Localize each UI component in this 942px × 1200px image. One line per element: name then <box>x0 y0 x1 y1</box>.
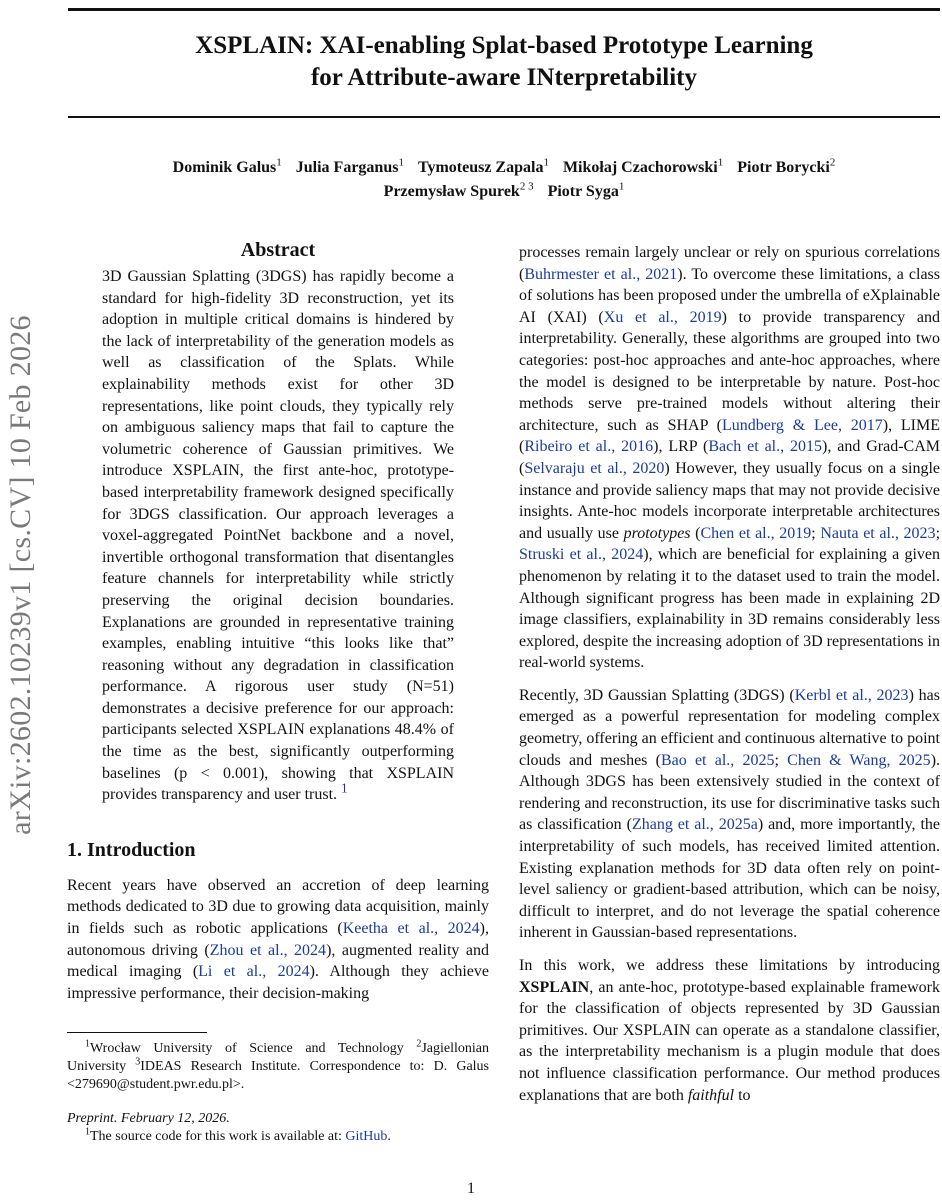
page-number: 1 <box>467 1180 475 1197</box>
citation-link[interactable]: Zhang et al., 2025a <box>631 816 758 834</box>
citation-link[interactable]: Lundberg & Lee, 2017 <box>722 416 883 434</box>
citation-link[interactable]: Bach et al., 2015 <box>708 438 823 456</box>
author: Mikołaj Czachorowski$^1$ <box>562 156 724 176</box>
citation-link[interactable]: Buhrmester et al., 2021 <box>524 265 678 283</box>
citation-link[interactable]: Keetha et al., 2024 <box>342 920 480 938</box>
preprint-note: Preprint. February 12, 2026. <box>67 1111 230 1126</box>
citation-link[interactable]: Ribeiro et al., 2016 <box>524 438 654 456</box>
title-line-2: for Attribute-aware INterpretability <box>310 64 698 91</box>
abstract-footnote-mark: 1 <box>341 780 348 796</box>
right-column <box>519 242 940 1106</box>
citation-link[interactable]: Xu et al., 2019 <box>603 308 722 326</box>
title-top-rule <box>68 8 940 11</box>
author: Dominik Galus$^1$ <box>172 156 282 176</box>
author: Piotr Borycki$^2$ <box>737 156 836 176</box>
footnote-rule <box>67 1032 207 1033</box>
github-link[interactable]: GitHub <box>345 1129 388 1144</box>
arxiv-stamp: arXiv:2602.10239v1 [cs.CV] 10 Feb 2026 <box>4 315 37 835</box>
left-column <box>67 236 489 1004</box>
abstract-heading: Abstract <box>240 239 316 261</box>
citation-link[interactable]: Chen et al., 2019 <box>700 524 812 542</box>
paper-title <box>68 30 940 94</box>
citation-link[interactable]: Nauta et al., 2023 <box>820 524 936 542</box>
citation-link[interactable]: Chen & Wang, 2025 <box>787 751 931 769</box>
author: Piotr Syga$^1$ <box>547 180 625 200</box>
affiliation-footnote: $^1$Wrocław University of Science and Technology $^2$Jagiellonian University $^3$IDEAS Research Institute. Correspondence to: D. Galus <279690@student.pwr.edu.pl>. <box>67 1038 489 1092</box>
author-list <box>68 156 940 204</box>
footnotes <box>67 1032 489 1146</box>
intro-paragraph-2: processes remain largely unclear or rely on spurious correlations (Buhrmester et al., 2021). To overcome these limitations, a class of solutions has been proposed under the umbrella of eXplainable AI (XAI) (Xu et al., 2019) to provide transparency and interpretability. Generally, these algorithms are grouped into two categories: post-hoc approaches and ante-hoc approaches, where the model is designed to be interpretable by nature. Post-hoc methods serve pre-trained models without altering their architecture, such as SHAP (Lundberg & Lee, 2017), LIME (Ribeiro et al., 2016), LRP (Bach et al., 2015), and Grad-CAM (Selvaraju et al., 2020) However, they usually focus on a single instance and provide saliency maps that may not provide decisive insights. Ante-hoc models incorporate interpretable architectures and usually use prototypes (Chen et al., 2019; Nauta et al., 2023; Struski et al., 2024), which are beneficial for explaining a given phenomenon by relating it to the dataset used to train the model. Although significant progress has been made in explaining 2D image classifiers, explainability in 3D remains considerably less explored, despite the increasing adoption of 3D representations in real-world systems. <box>519 244 941 672</box>
intro-paragraph-3: Recently, 3D Gaussian Splatting (3DGS) (Kerbl et al., 2023) has emerged as a powerful representation for modeling complex geometry, offering an efficient and continuous alternative to point clouds and meshes (Bao et al., 2025; Chen & Wang, 2025). Although 3DGS has been extensively studied in the context of rendering and reconstruction, its use for discriminative tasks such as classification (Zhang et al., 2025a) and, more importantly, the interpretability of such models, has received limited attention. Existing explanation methods for 3D data often rely on point-level saliency or gradient-based attribution, which can be noisy, difficult to interpret, and do not leverage the spatial coherence inherent in Gaussian-based representations. <box>519 686 941 942</box>
author: Julia Farganus$^1$ <box>295 156 404 176</box>
citation-link[interactable]: Zhou et al., 2024 <box>209 941 327 959</box>
intro-paragraph-4: In this work, we address these limitations by introducing XSPLAIN, an ante-hoc, prototype-based explainable framework for the classification of objects represented by 3D Gaussian primitives. Our XSPLAIN can operate as a standalone classifier, as the interpretability mechanism is a plugin module that does not influence classification performance. Our method produces explanations that are both faithful to <box>519 957 940 1104</box>
intro-paragraph-1: Recent years have observed an accretion of deep learning methods dedicated to 3D due to growing data acquisition, mainly in fields such as robotic applications (Keetha et al., 2024), autonomous driving (Zhou et al., 2024), augmented reality and medical imaging (Li et al., 2024). Although they achieve impressive performance, their decision-making <box>67 876 490 1002</box>
title-line-1: XSPLAIN: XAI-enabling Splat-based Prototype Learning <box>195 32 813 59</box>
author: Tymoteusz Zapala$^1$ <box>417 156 549 176</box>
citation-link[interactable]: Li et al., 2024 <box>198 963 310 981</box>
title-bottom-rule <box>68 116 940 118</box>
citation-link[interactable]: Bao et al., 2025 <box>660 751 775 769</box>
citation-link[interactable]: Kerbl et al., 2023 <box>794 686 909 704</box>
citation-link[interactable]: Selvaraju et al., 2020 <box>524 459 665 477</box>
abstract-body: 3D Gaussian Splatting (3DGS) has rapidly become a standard for high-fidelity 3D reconstruction, yet its adoption in multiple critical domains is hindered by the lack of interpretability of the generation models as well as classification of the Splats. While explainability methods exist for other 3D representations, like point clouds, they typically rely on ambiguous saliency maps that fail to capture the volumetric coherence of Gaussian primitives. We introduce XSPLAIN, the first ante-hoc, prototype-based interpretability framework designed specifically for 3DGS classification. Our approach leverages a voxel-aggregated PointNet backbone and a novel, invertible orthogonal transformation that disentangles feature channels for interpretability while strictly preserving the original decision boundaries. Explanations are grounded in representative training examples, enabling intuitive “this looks like that” reasoning without any degradation in classification performance. A rigorous user study (N=51) demonstrates a decisive preference for our approach: participants selected XSPLAIN explanations 48.4% of the time as the best, significantly outperforming baselines (p < 0.001), showing that XSPLAIN provides transparency and user trust. $^1$ <box>102 268 454 804</box>
section-heading-introduction: 1. Introduction <box>67 838 196 861</box>
citation-link[interactable]: Struski et al., 2024 <box>519 546 644 564</box>
author: Przemysław Spurek$^{2 3}$ <box>383 180 534 200</box>
code-footnote: $^1$The source code for this work is available at: GitHub. <box>85 1126 391 1144</box>
